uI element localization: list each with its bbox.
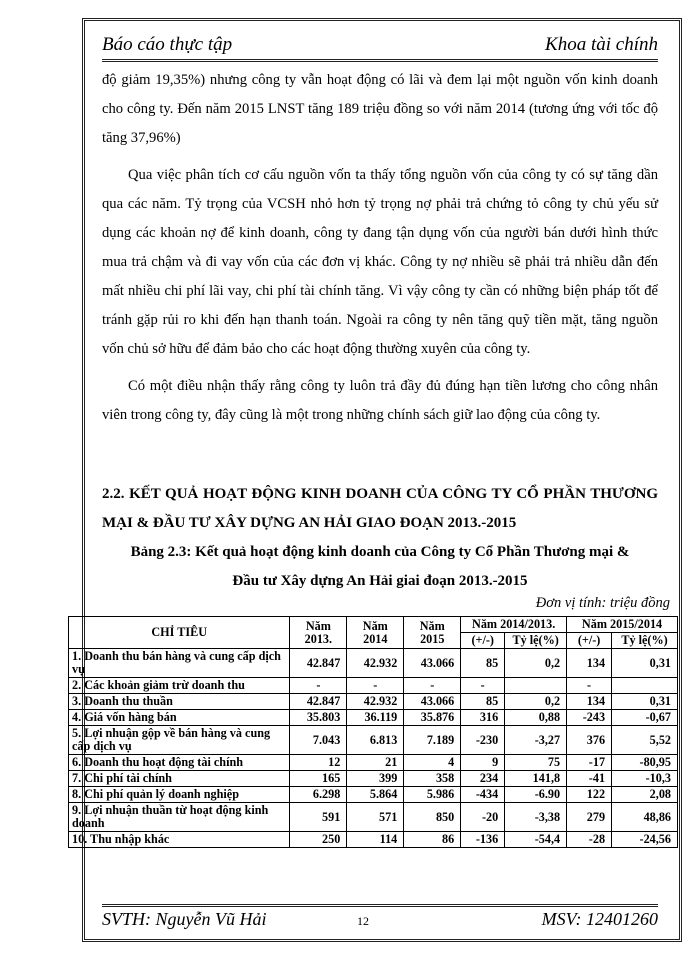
table-row: 3. Doanh thu thuần 42.847 42.932 43.066 85 0,2 134 0,31 — [69, 694, 678, 710]
table-row: 4. Giá vốn hàng bán 35.803 36.119 35.876 316 0,88 -243 -0,67 — [69, 710, 678, 726]
table-row: 2. Các khoản giảm trừ doanh thu - - - - - — [69, 678, 678, 694]
table-row: 5. Lợi nhuận gộp về bán hàng và cung cấp dịch vụ 7.043 6.813 7.189 -230 -3,27 376 5,52 — [69, 726, 678, 755]
paragraph-capital-analysis: Qua việc phân tích cơ cấu nguồn vốn ta thấy tổng nguồn vốn của công ty có sự tăng dần qua các năm. Tỷ trọng của VCSH nhỏ hơn tỷ trọng nợ phải trả chứng tỏ công ty chủ yếu sử dụng các khoản nợ để kinh doanh, công ty đang tận dụng vốn của người bán dưới hình thức mua trả chậm và đi vay vốn của các đơn vị khác. Công ty nợ nhiều sẽ phải trả nhiều dẫn đến mất nhiều chi phí lãi vay, chi phí tài chính tăng. Vì vậy công ty cần có những biện pháp tốt để tránh gặp rủi ro khi đến hạn thanh toán. Ngoài ra công ty nên tăng quỹ tiền mặt, tăng nguồn vốn chủ sở hữu để đảm bảo cho các hoạt động thường xuyên của công ty. — [102, 167, 658, 357]
table-row: 9. Lợi nhuận thuần từ hoạt động kinh doanh 591 571 850 -20 -3,38 279 48,86 — [69, 803, 678, 832]
header-diff-1: (+/-) — [461, 633, 505, 649]
table-row: 1. Doanh thu bán hàng và cung cấp dịch vụ 42.847 42.932 43.066 85 0,2 134 0,31 — [69, 649, 678, 678]
business-results-table — [68, 616, 678, 848]
header-year-2013: Năm 2013. — [290, 617, 347, 649]
body-text — [102, 66, 658, 430]
footer-student-name: SVTH: Nguyễn Vũ Hải — [102, 909, 267, 929]
footer-rule — [102, 904, 658, 907]
header-year-2015: Năm 2015 — [404, 617, 461, 649]
header-report-title: Báo cáo thực tập — [102, 34, 233, 55]
header-rule — [102, 59, 658, 62]
footer-student-id: MSV: 12401260 — [541, 909, 658, 929]
header-faculty: Khoa tài chính — [545, 34, 658, 55]
section-heading: 2.2. KẾT QUẢ HOẠT ĐỘNG KINH DOANH CỦA CÔNG TY CỔ PHẦN THƯƠNG MẠI & ĐẦU TƯ XÂY DỰNG AN HẢI GIAO ĐOẠN 2013.-2015 — [102, 486, 658, 531]
table-row: 8. Chi phí quản lý doanh nghiệp 6.298 5.864 5.986 -434 -6.90 122 2,08 — [69, 787, 678, 803]
table-row: 10. Thu nhập khác 250 114 86 -136 -54,4 -28 -24,56 — [69, 832, 678, 848]
table-caption-line-1: Bảng 2.3: Kết quả hoạt động kinh doanh của Công ty Cổ Phần Thương mại & — [130, 544, 630, 560]
header-pct-2: Tỷ lệ(%) — [612, 633, 678, 649]
table-caption — [102, 538, 658, 596]
table-row: 7. Chi phí tài chính 165 399 358 234 141,8 -41 -10,3 — [69, 771, 678, 787]
paragraph-salary: Có một điều nhận thấy rằng công ty luôn trả đầy đủ đúng hạn tiền lương cho công nhân viên trong công ty, đây cũng là một trong những chính sách giữ lao động của công ty. — [102, 378, 658, 423]
header-compare-2015-2014: Năm 2015/2014 — [567, 617, 678, 633]
header-diff-2: (+/-) — [567, 633, 612, 649]
unit-note: Đơn vị tính: triệu đồng — [535, 595, 670, 611]
table-row: 6. Doanh thu hoạt động tài chính 12 21 4 9 75 -17 -80,95 — [69, 755, 678, 771]
header-year-2014: Năm 2014 — [347, 617, 404, 649]
page-footer — [102, 904, 658, 930]
table-caption-line-2: Đầu tư Xây dựng An Hải giai đoạn 2013.-2015 — [232, 573, 528, 589]
header-compare-2014-2013: Năm 2014/2013. — [461, 617, 567, 633]
header-pct-1: Tỷ lệ(%) — [505, 633, 567, 649]
paragraph-profit: độ giảm 19,35%) nhưng công ty vẫn hoạt động có lãi và đem lại một nguồn vốn kinh doanh cho công ty. Đến năm 2015 LNST tăng 189 triệu đồng so với năm 2014 (tương ứng với tốc độ tăng 37,96%) — [102, 72, 658, 146]
header-indicator: CHỈ TIÊU — [69, 617, 290, 649]
page-number: 12 — [357, 914, 369, 928]
page-header — [102, 34, 658, 62]
